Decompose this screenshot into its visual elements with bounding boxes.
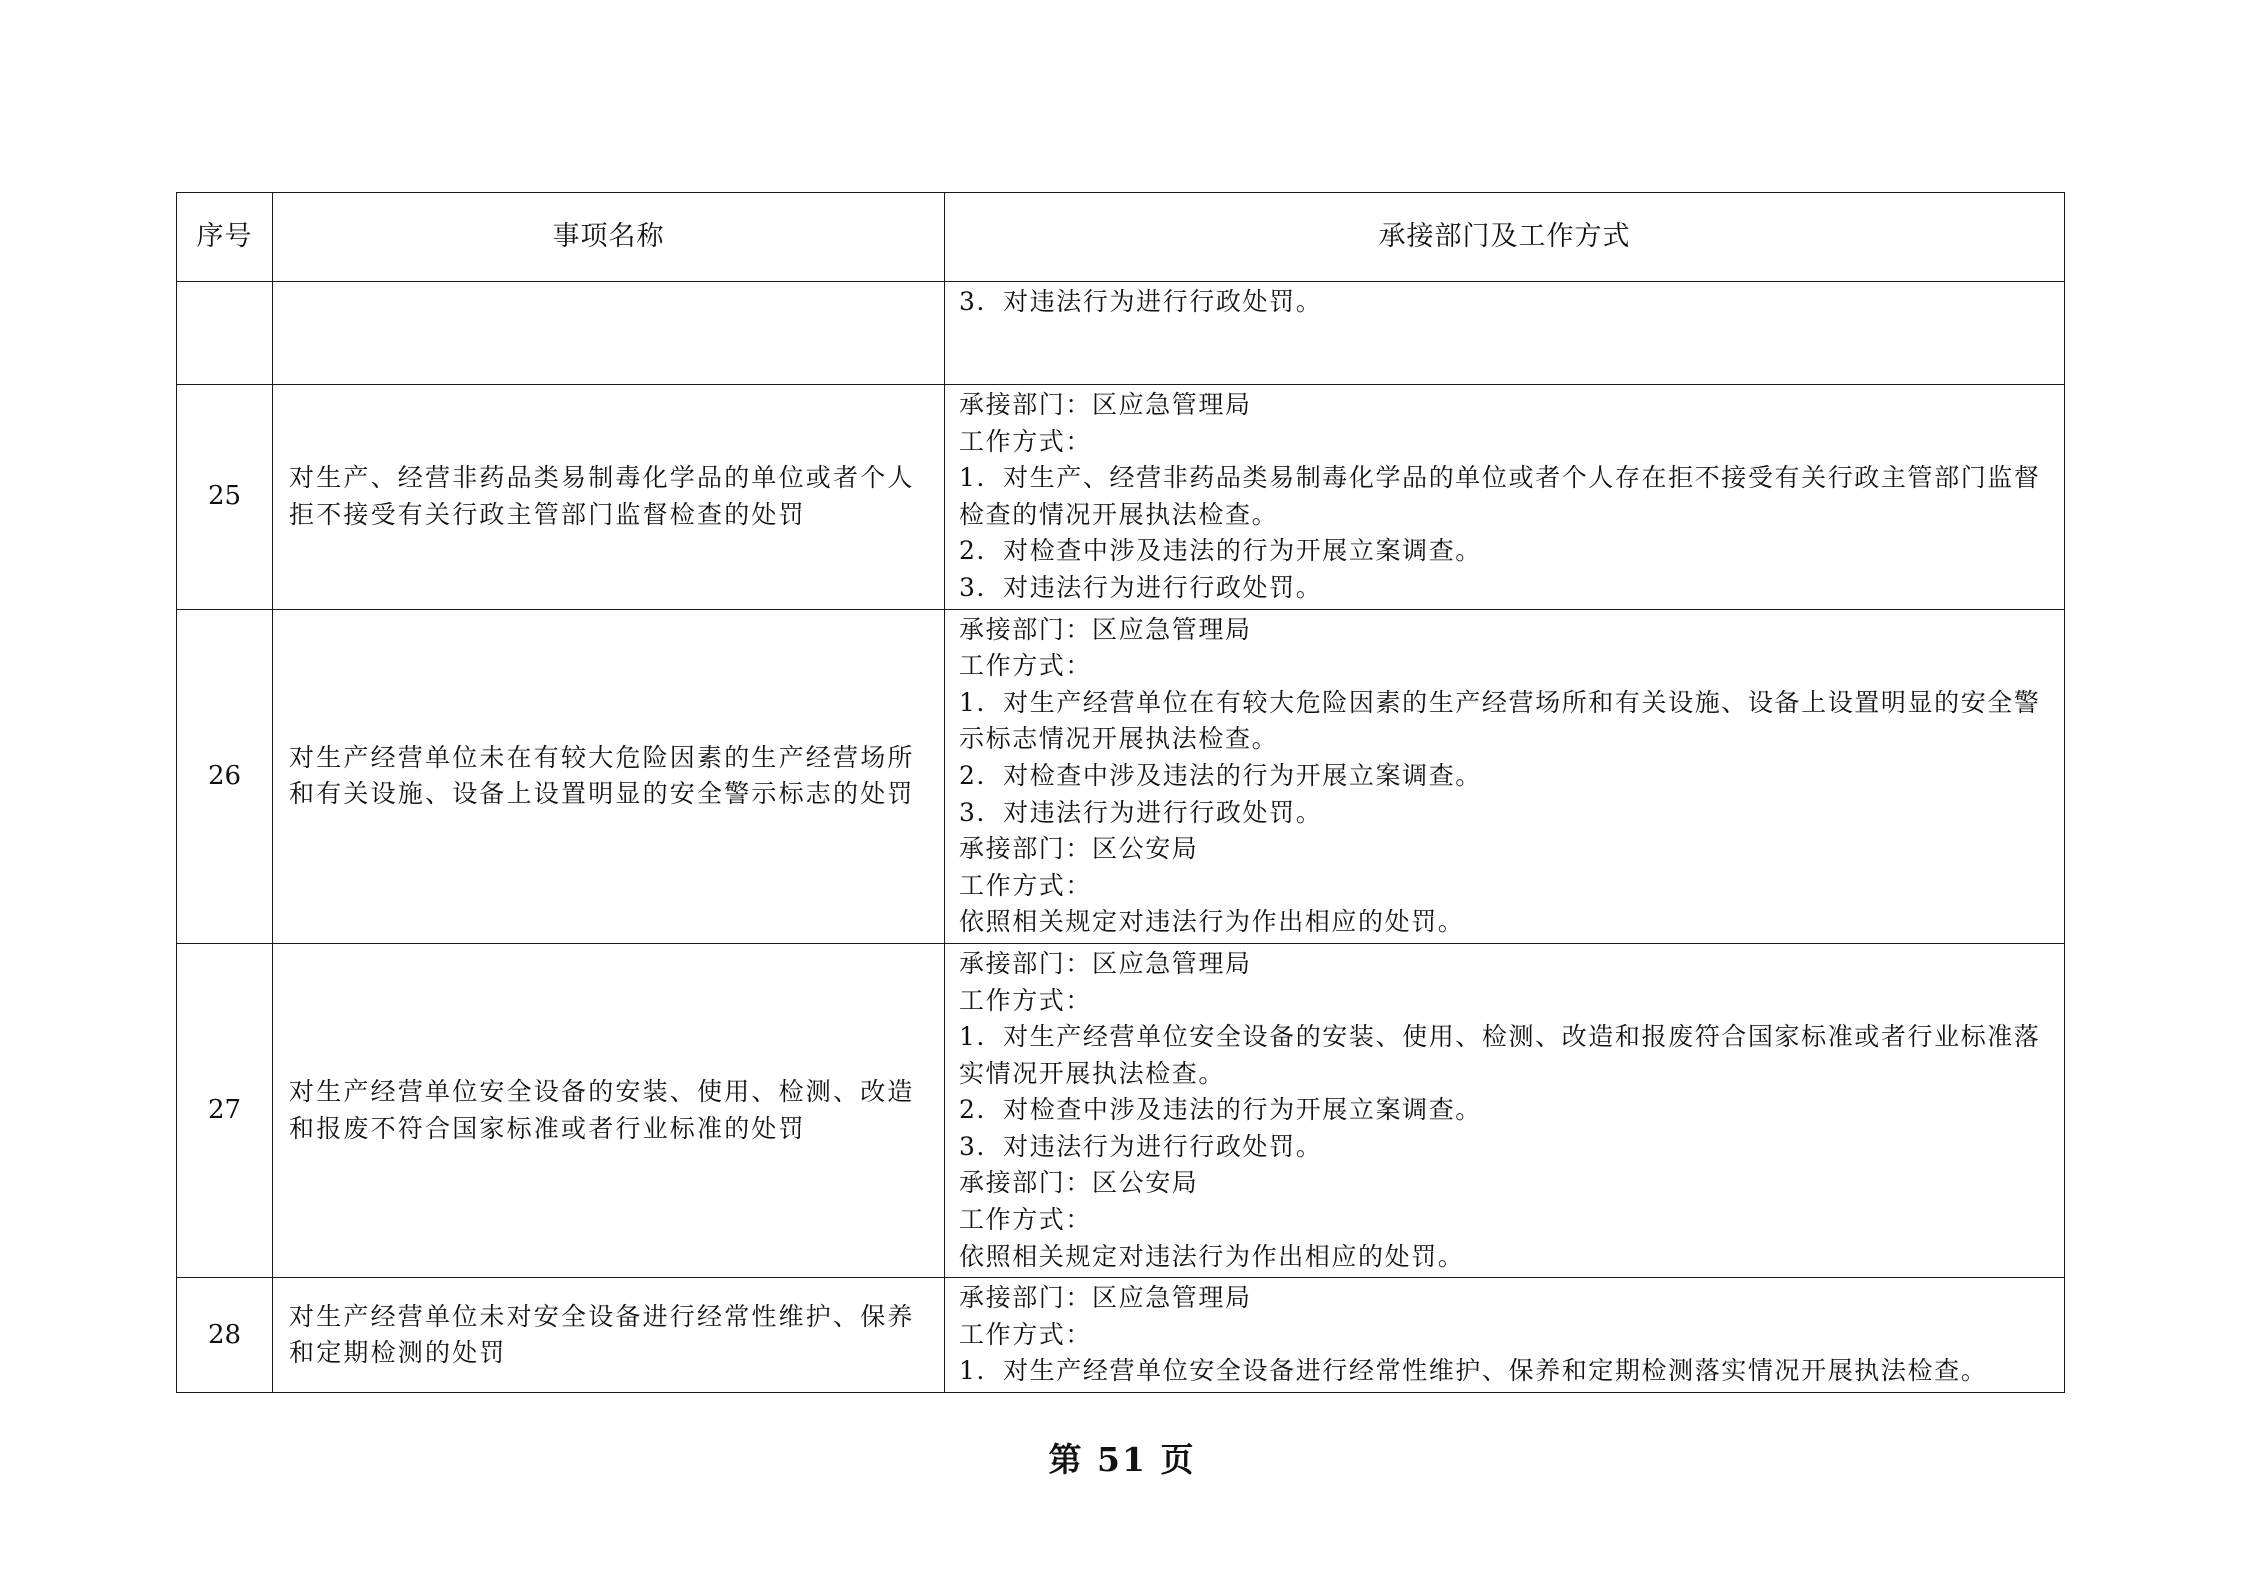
row-number [177, 282, 273, 385]
method-label: 工作方式： [959, 426, 1093, 456]
method-label: 工作方式： [959, 651, 1093, 681]
table-row [177, 943, 2065, 1277]
item-name: 对生产经营单位安全设备的安装、使用、检测、改造和报废不符合国家标准或者行业标准的处罚 [273, 943, 945, 1277]
method-label: 工作方式： [959, 870, 1093, 900]
method-line: 2．对检查中涉及违法的行为开展立案调查。 [959, 536, 1482, 566]
method-line: 1．对生产、经营非药品类易制毒化学品的单位或者个人存在拒不接受有关行政主管部门监督检查的情况开展执法检查。 [959, 463, 2041, 529]
department-line: 承接部门：区应急管理局 [959, 390, 1252, 419]
department-line: 承接部门：区应急管理局 [959, 1283, 1252, 1313]
header-item-name: 事项名称 [273, 193, 945, 282]
department-method [945, 609, 2065, 943]
row-number: 28 [177, 1278, 273, 1393]
method-line: 依照相关规定对违法行为作出相应的处罚。 [959, 907, 1465, 937]
method-label: 工作方式： [959, 1319, 1093, 1349]
item-name [273, 282, 945, 385]
table-header-row [177, 193, 2065, 282]
method-line: 3．对违法行为进行行政处罚。 [959, 797, 1323, 827]
department-method [945, 385, 2065, 610]
department-line: 承接部门：区应急管理局 [959, 948, 1252, 978]
item-name: 对生产、经营非药品类易制毒化学品的单位或者个人拒不接受有关行政主管部门监督检查的处罚 [273, 385, 945, 610]
table-row [177, 1278, 2065, 1393]
table-row [177, 609, 2065, 943]
item-name: 对生产经营单位未在有较大危险因素的生产经营场所和有关设施、设备上设置明显的安全警示标志的处罚 [273, 609, 945, 943]
department-method [945, 943, 2065, 1277]
method-label: 工作方式： [959, 985, 1093, 1015]
method-label: 工作方式： [959, 1205, 1093, 1235]
department-line: 承接部门：区应急管理局 [959, 614, 1252, 644]
row-number: 25 [177, 385, 273, 610]
method-line: 依照相关规定对违法行为作出相应的处罚。 [959, 1241, 1465, 1271]
row-number: 27 [177, 943, 273, 1277]
department-line: 承接部门：区公安局 [959, 834, 1199, 864]
method-line: 3．对违法行为进行行政处罚。 [959, 287, 1323, 316]
page-number: 第 51 页 [1048, 1440, 1196, 1479]
row-number: 26 [177, 609, 273, 943]
item-name: 对生产经营单位未对安全设备进行经常性维护、保养和定期检测的处罚 [273, 1278, 945, 1393]
department-method [945, 1278, 2065, 1393]
department-line: 承接部门：区公安局 [959, 1168, 1199, 1198]
method-line: 1．对生产经营单位安全设备进行经常性维护、保养和定期检测落实情况开展执法检查。 [959, 1356, 1988, 1386]
table-row [177, 385, 2065, 610]
header-serial-number: 序号 [177, 193, 273, 282]
department-method [945, 282, 2065, 385]
method-line: 3．对违法行为进行行政处罚。 [959, 1131, 1323, 1161]
method-line: 1．对生产经营单位安全设备的安装、使用、检测、改造和报废符合国家标准或者行业标准落实情况开展执法检查。 [959, 1022, 2041, 1088]
method-line: 3．对违法行为进行行政处罚。 [959, 572, 1323, 602]
table-row [177, 282, 2065, 385]
items-table [176, 192, 2065, 1393]
method-line: 2．对检查中涉及违法的行为开展立案调查。 [959, 1095, 1482, 1125]
method-line: 2．对检查中涉及违法的行为开展立案调查。 [959, 760, 1482, 790]
method-line: 1．对生产经营单位在有较大危险因素的生产经营场所和有关设施、设备上设置明显的安全警示标志情况开展执法检查。 [959, 687, 2041, 754]
header-department-method: 承接部门及工作方式 [945, 193, 2065, 282]
